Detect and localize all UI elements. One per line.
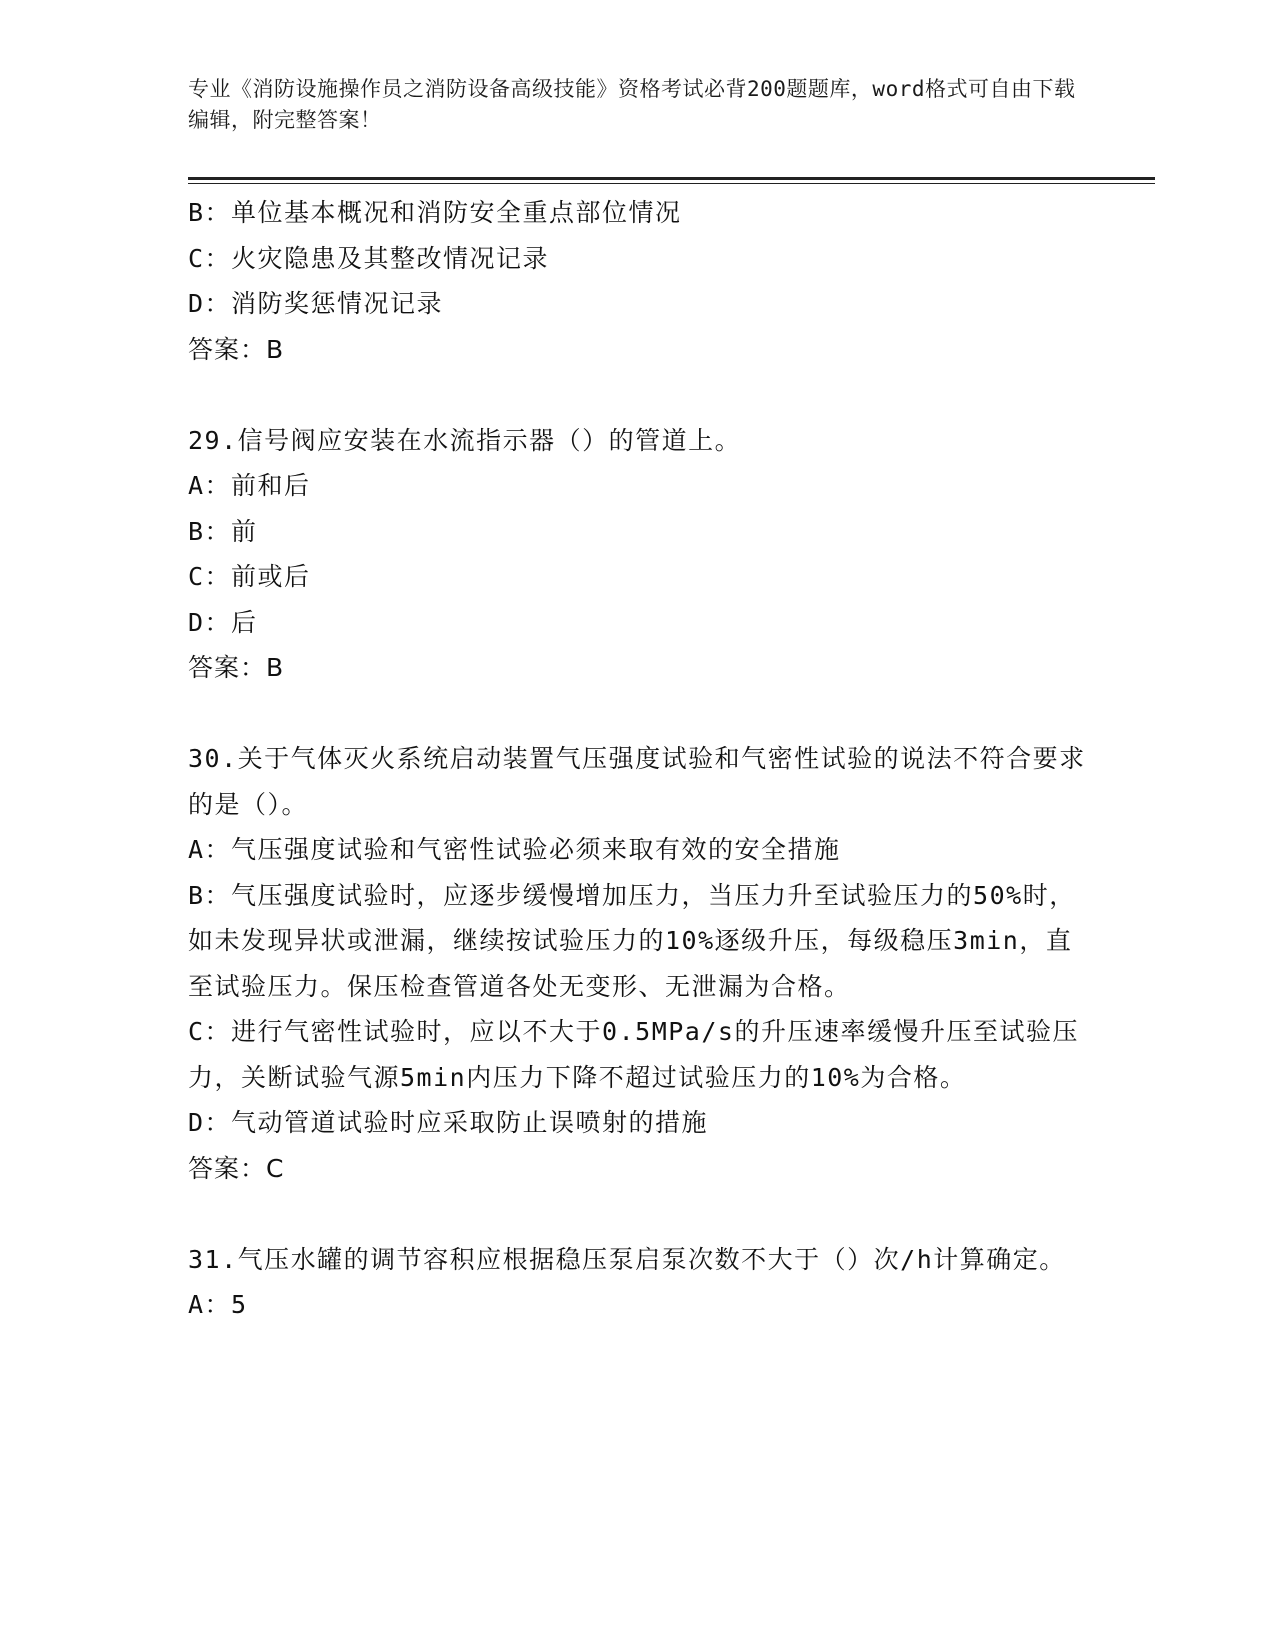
- option: D：气动管道试验时应采取防止误喷射的措施: [188, 1108, 709, 1137]
- answer: 答案：B: [188, 334, 285, 364]
- spacer: [188, 372, 1088, 418]
- question-stem: 31.气压水罐的调节容积应根据稳压泵启泵次数不大于（）次/h计算确定。: [188, 1244, 1066, 1274]
- answer: 答案：B: [188, 653, 285, 682]
- question-31: [188, 1237, 1088, 1328]
- spacer: [188, 691, 1088, 737]
- question-stem: 30.关于气体灭火系统启动装置气压强度试验和气密性试验的说法不符合要求的是（）。: [188, 744, 1086, 819]
- prev-question: [188, 190, 1088, 372]
- option: A：气压强度试验和气密性试验必须来取有效的安全措施: [188, 835, 841, 864]
- page-header: [188, 74, 1078, 136]
- question-list: [188, 190, 1088, 1328]
- spacer: [188, 1191, 1088, 1237]
- question-stem: 29.信号阀应安装在水流指示器（）的管道上。: [188, 425, 742, 455]
- option: C：前或后: [188, 562, 311, 591]
- header-rule-thin: [188, 183, 1155, 184]
- answer: 答案：C: [188, 1153, 285, 1183]
- option: D：后: [188, 607, 258, 637]
- option: C：火灾隐患及其整改情况记录: [188, 243, 550, 273]
- option: B：气压强度试验时，应逐步缓慢增加压力，当压力升至试验压力的50%时，如未发现异状或泄漏，继续按试验压力的10%逐级升压，每级稳压3min，直至试验压力。保压检查管道各处无变形、无泄漏为合格。: [188, 880, 1076, 1001]
- option: C：进行气密性试验时，应以不大于0.5MPa/s的升压速率缓慢升压至试验压力，关断试验气源5min内压力下降不超过试验压力的10%为合格。: [188, 1017, 1079, 1092]
- option: A：5: [188, 1290, 248, 1319]
- header-rule-thick: [188, 177, 1155, 180]
- question-30: [188, 736, 1088, 1191]
- option: A：前和后: [188, 471, 311, 500]
- question-29: [188, 418, 1088, 691]
- option: D：消防奖惩情况记录: [188, 289, 444, 318]
- header-title: 专业《消防设施操作员之消防设备高级技能》资格考试必背200题题库，word格式可自由下载编辑，附完整答案！: [188, 77, 1076, 132]
- option: B：单位基本概况和消防安全重点部位情况: [188, 198, 682, 227]
- option: B：前: [188, 516, 258, 546]
